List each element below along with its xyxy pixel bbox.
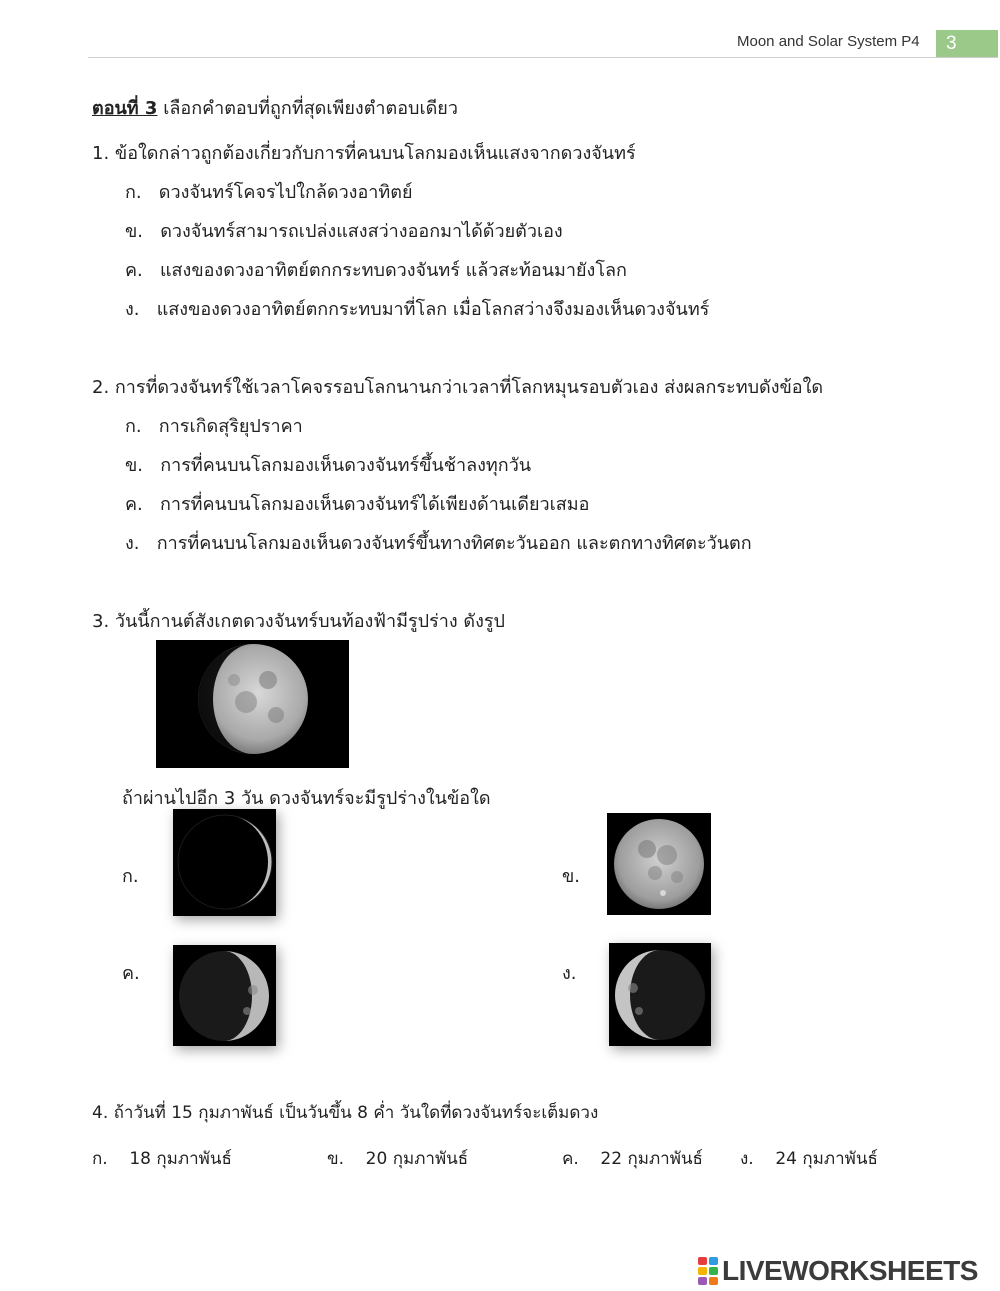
option-text: 22 กุมภาพันธ์ [600,1149,703,1169]
option-letter: ง. [740,1149,754,1169]
logo-text: LIVEWORKSHEETS [722,1255,978,1286]
option-letter: ก. [92,1149,108,1169]
q4-option-b[interactable] [327,1145,468,1172]
option-letter: ง. [125,533,140,554]
option-letter: ข. [327,1149,345,1169]
q4-option-d[interactable] [740,1145,878,1172]
q4-option-a[interactable] [92,1145,232,1172]
q4-option-c[interactable] [562,1145,703,1172]
option-text: แสงของดวงอาทิตย์ตกกระทบดวงจันทร์ แล้วสะท้อนมายังโลก [159,260,627,281]
option-letter: ค. [562,1149,579,1169]
liveworksheets-logo [698,1257,978,1285]
q3-option-c-letter: ค. [122,963,140,984]
option-letter: ก. [125,182,142,203]
option-text: การที่คนบนโลกมองเห็นดวงจันทร์ได้เพียงด้านเดียวเสมอ [159,494,590,515]
question-3-followup: ถ้าผ่านไปอีก 3 วัน ดวงจันทร์จะมีรูปร่างในข้อใด [122,788,491,809]
option-text: ดวงจันทร์โคจรไปใกล้ดวงอาทิตย์ [158,182,413,203]
q2-option-b[interactable] [125,450,531,479]
option-text: การเกิดสุริยุปราคา [158,416,303,437]
question-3-text: 3. วันนี้กานต์สังเกตดวงจันทร์บนท้องฟ้ามีรูปร่าง ดังรูป [92,611,505,632]
q3-option-b-letter: ข. [562,866,581,887]
option-letter: ข. [125,221,144,242]
option-text: ดวงจันทร์สามารถเปล่งแสงสว่างออกมาได้ด้วยตัวเอง [160,221,563,242]
q3-option-a-image[interactable] [173,809,276,916]
option-text: การที่คนบนโลกมองเห็นดวงจันทร์ขึ้นช้าลงทุกวัน [160,455,532,476]
waning-crescent-moon-icon [609,943,711,1046]
option-text: 18 กุมภาพันธ์ [129,1149,232,1169]
option-letter: ค. [125,494,143,515]
observed-moon-image [156,640,349,768]
option-text: 20 กุมภาพันธ์ [365,1149,469,1169]
option-text: การที่คนบนโลกมองเห็นดวงจันทร์ขึ้นทางทิศตะวันออก และตกทางทิศตะวันตก [156,533,752,554]
q1-option-b[interactable] [125,216,563,245]
q3-option-b-image[interactable] [607,813,711,915]
option-letter: ก. [125,416,142,437]
q2-option-a[interactable] [125,411,303,440]
section-instruction: เลือกคำตอบที่ถูกที่สุดเพียงตำตอบเดียว [163,98,458,119]
document-title: Moon and Solar System P4 [737,33,920,50]
waxing-gibbous-moon-icon [156,640,349,768]
option-text: แสงของดวงอาทิตย์ตกกระทบมาที่โลก เมื่อโลกสว่างจึงมองเห็นดวงจันทร์ [156,299,710,320]
q3-option-a-letter: ก. [122,866,139,887]
waxing-crescent-moon-icon [173,945,276,1046]
option-letter: ข. [125,455,144,476]
page-number-badge: 3 [936,30,998,57]
question-1-text: 1. ข้อใดกล่าวถูกต้องเกี่ยวกับการที่คนบนโลกมองเห็นแสงจากดวงจันทร์ [92,143,636,164]
header-divider [88,57,998,58]
section-label: ตอนที่ 3 [92,98,158,119]
question-2-text: 2. การที่ดวงจันทร์ใช้เวลาโคจรรอบโลกนานกว่าเวลาที่โลกหมุนรอบตัวเอง ส่งผลกระทบดังข้อใด [92,377,824,398]
q3-option-d-image[interactable] [609,943,711,1046]
full-moon-icon [607,813,711,915]
q1-option-c[interactable] [125,255,627,284]
q2-option-d[interactable] [125,528,752,557]
q1-option-a[interactable] [125,177,413,206]
option-letter: ค. [125,260,143,281]
q1-option-d[interactable] [125,294,709,323]
thin-waning-crescent-moon-icon [173,809,276,916]
option-letter: ง. [125,299,140,320]
q3-option-d-letter: ง. [562,963,577,984]
question-4-text: 4. ถ้าวันที่ 15 กุมภาพันธ์ เป็นวันขึ้น 8 ค่ำ วันใดที่ดวงจันทร์จะเต็มดวง [92,1103,599,1123]
section-heading [92,93,458,122]
q3-option-c-image[interactable] [173,945,276,1046]
option-text: 24 กุมภาพันธ์ [775,1149,878,1169]
q2-option-c[interactable] [125,489,589,518]
liveworksheets-mark-icon [698,1257,718,1285]
